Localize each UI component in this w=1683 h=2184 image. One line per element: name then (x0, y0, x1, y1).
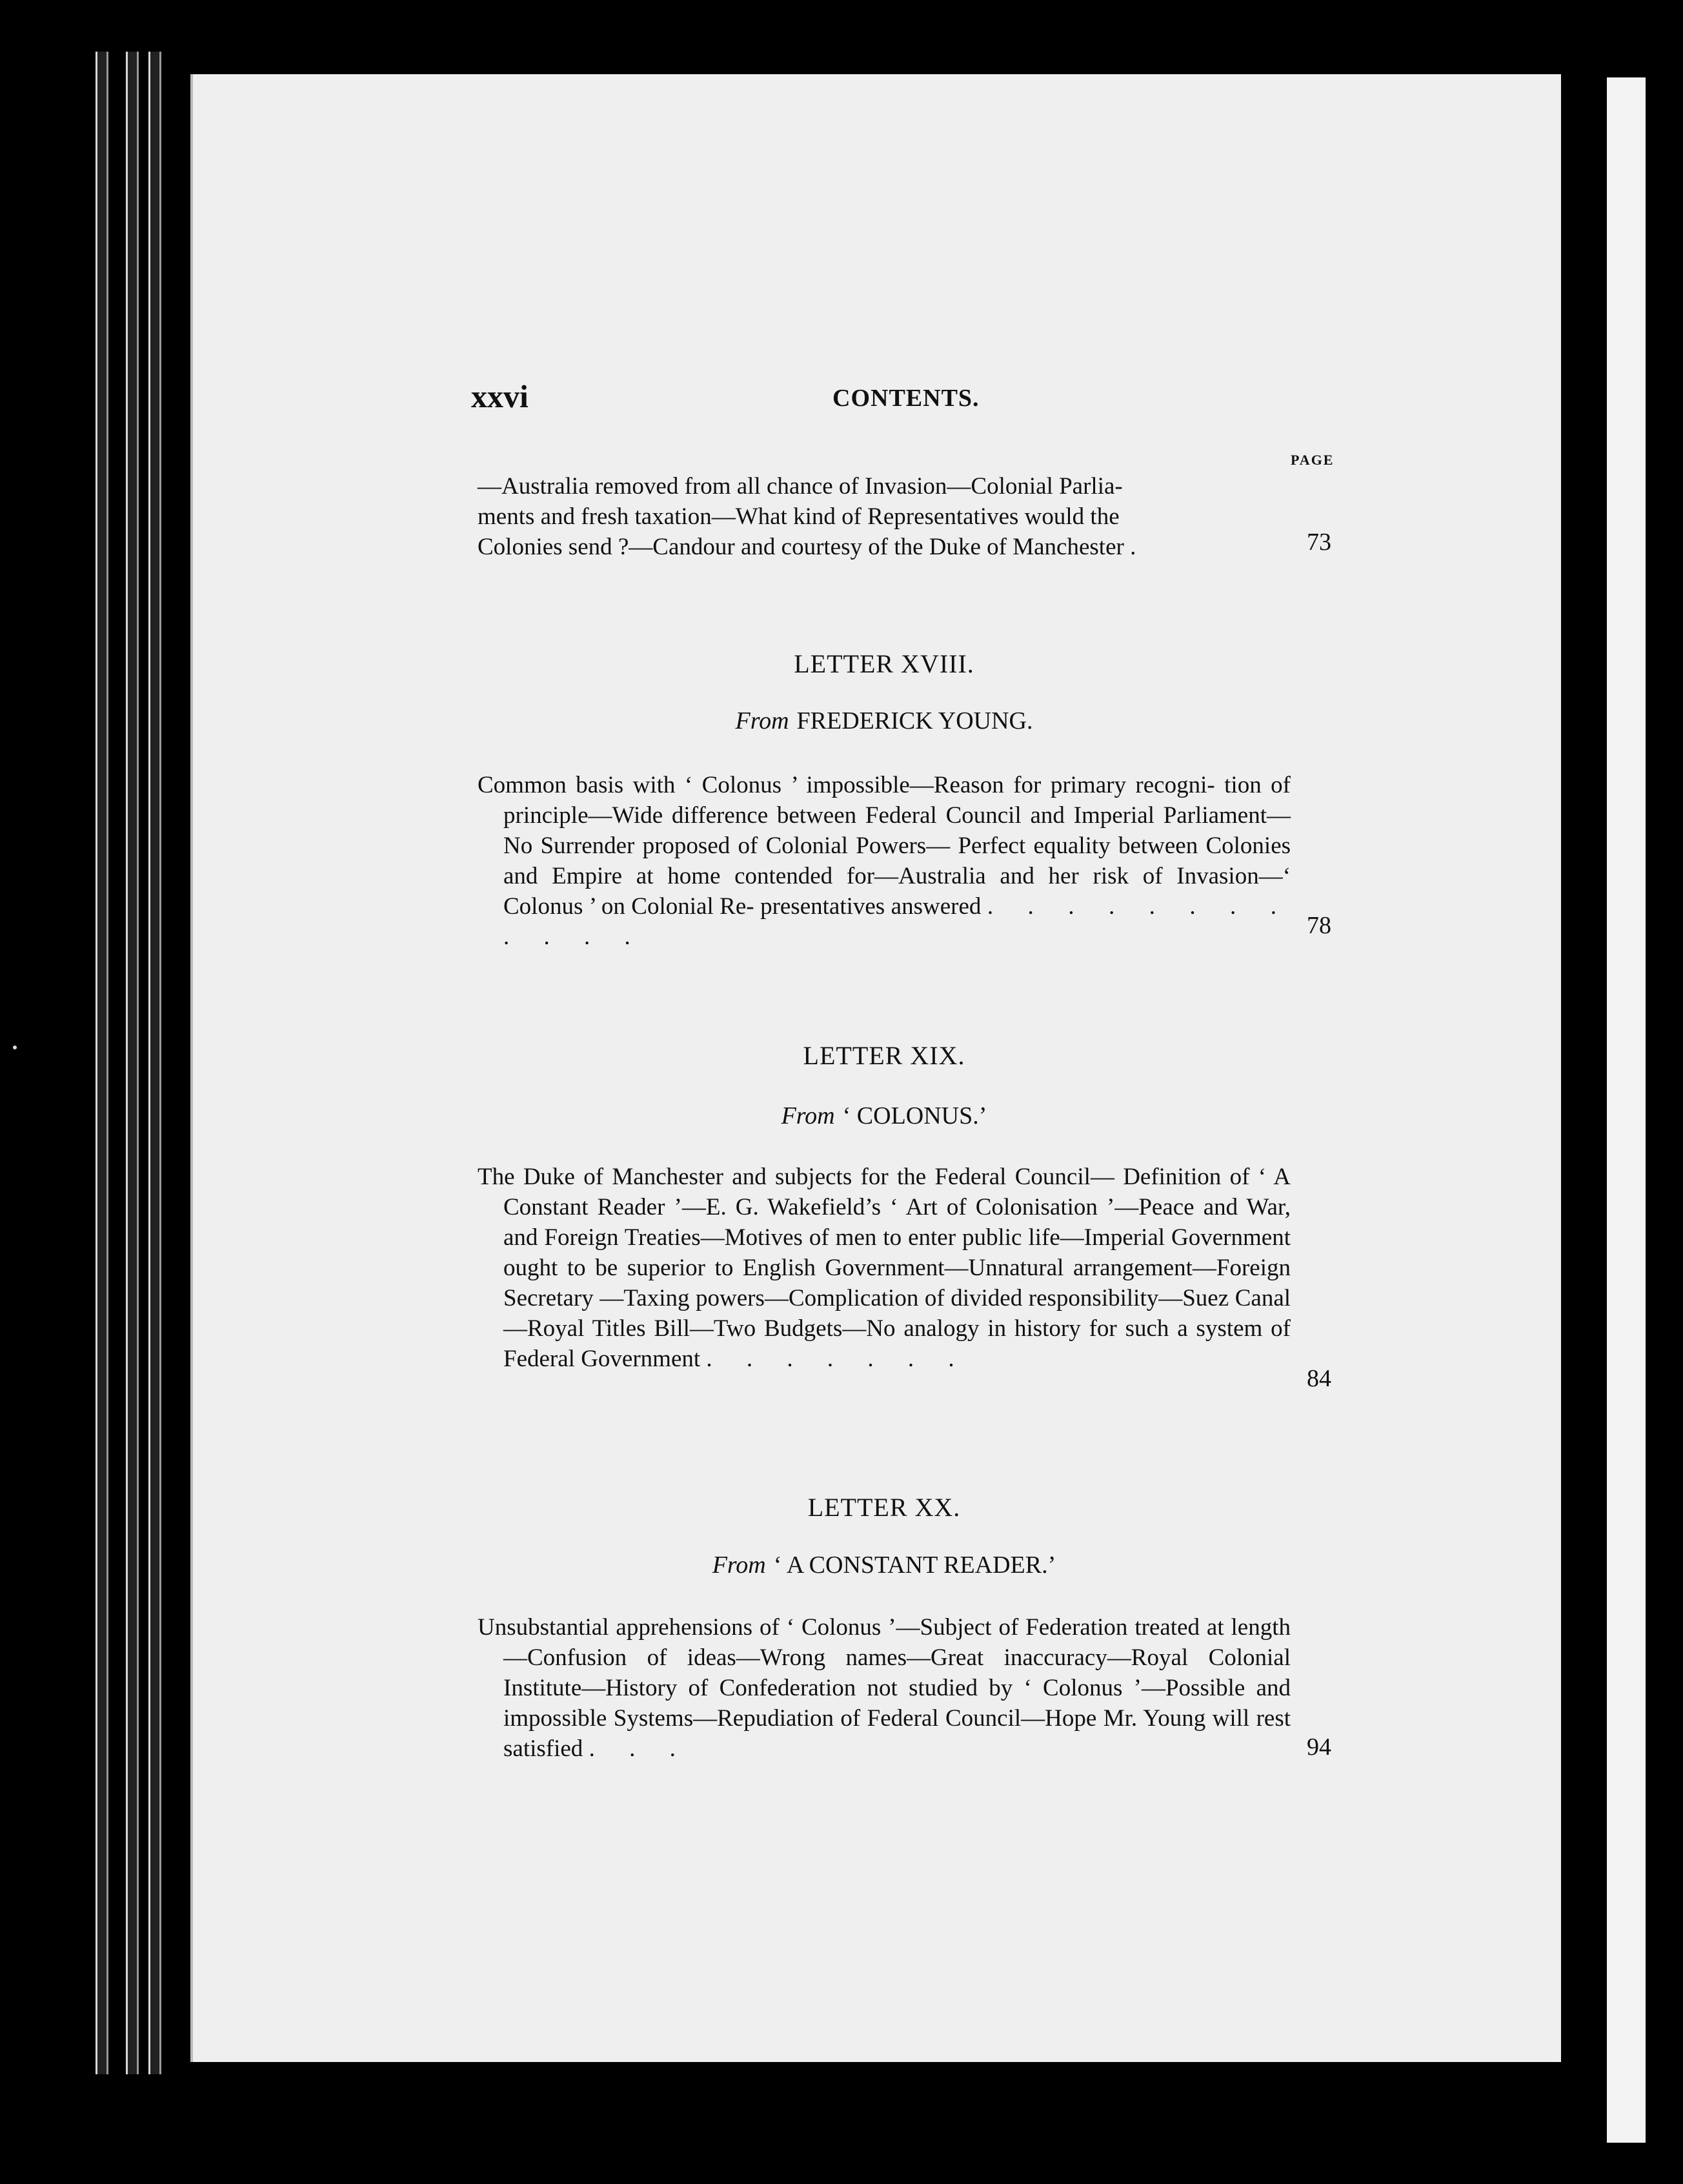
entry-text (478, 770, 1291, 952)
entry-line: tion of principle—Wide difference between Federal Council and (503, 772, 1291, 829)
toc-entry-continuation (478, 471, 1291, 562)
entry-line: Unsubstantial apprehensions of ‘ Colonus ’—Subject of Federation (478, 1614, 1128, 1641)
page-edge (148, 52, 161, 2074)
running-head: CONTENTS. (832, 385, 980, 412)
entry-line: studied by ‘ Colonus ’—Possible and impossible Systems—Repudiation (503, 1675, 1291, 1732)
entry-line: Definition of ‘ A Constant Reader ’—E. G. Wakefield’s ‘ Art of (503, 1164, 1291, 1220)
toc-entry (478, 1162, 1291, 1374)
entry-line: The Duke of Manchester and subjects for the Federal Council— (478, 1164, 1114, 1190)
letter-author (478, 707, 1291, 735)
leader-dots: . . . . . . . . . . . . (503, 893, 1291, 950)
letter-heading: LETTER XIX. (803, 1041, 965, 1070)
entry-line: Perfect equality between Colonies and Empire at home contended (503, 833, 1291, 889)
facing-page-edge (1607, 77, 1646, 2143)
entry-line: to English Government—Unnatural arrangement—Foreign Secretary (503, 1255, 1291, 1311)
from-word: From (781, 1102, 835, 1129)
page-column-label: PAGE (1291, 452, 1335, 468)
author-name: ‘ COLONUS.’ (842, 1102, 987, 1129)
entry-line: ments and fresh taxation—What kind of Representatives would the (478, 503, 1120, 530)
entry-line: such a system of Federal Government (503, 1315, 1291, 1372)
entry-line: —Taxing powers—Complication of divided responsibility—Suez (600, 1285, 1229, 1311)
toc-entry (478, 770, 1291, 952)
letter-author (478, 1102, 1291, 1130)
leader-dots: . . . . . . . (706, 1346, 969, 1372)
entry-line: of Federal Council—Hope Mr. Young will rest satisfied (503, 1705, 1291, 1762)
scan-speck (13, 1046, 17, 1049)
leader-dots: . . . (589, 1735, 690, 1762)
page-number: 94 (1307, 1734, 1331, 1761)
entry-line: men to enter public life—Imperial Government ought to be superior (503, 1224, 1291, 1281)
page-number: 73 (1307, 529, 1331, 556)
page-number: 84 (1307, 1365, 1331, 1392)
entry-line: Colonisation ’—Peace and War, and Foreign Treaties—Motives of (503, 1194, 1291, 1251)
entry-line: for—Australia and her risk of Invasion—‘ Colonus ’ on Colonial Re- (503, 863, 1291, 920)
entry-line: Common basis with ‘ Colonus ’ impossible—Reason for primary recogni- (478, 772, 1215, 798)
page-edge (126, 52, 139, 2074)
entry-line: —Australia removed from all chance of Invasion—Colonial Parlia- (478, 473, 1123, 500)
entry-text (478, 1162, 1291, 1374)
toc-entry (478, 1612, 1291, 1764)
letter-heading: LETTER XVIII. (794, 649, 974, 678)
folio-number: xxvi (471, 378, 529, 414)
letter-heading: LETTER XX. (807, 1493, 961, 1522)
entry-line: Canal—Royal Titles Bill—Two Budgets—No analogy in history for (503, 1285, 1291, 1342)
from-word: From (712, 1552, 766, 1579)
author-name: ‘ A CONSTANT READER.’ (773, 1552, 1056, 1579)
letter-author (478, 1551, 1291, 1579)
page-number: 78 (1307, 912, 1331, 939)
entry-line: Imperial Parliament—No Surrender proposed of Colonial Powers— (503, 802, 1291, 859)
from-word: From (735, 707, 789, 734)
entry-line: treated at length—Confusion of ideas—Wrong names—Great (503, 1614, 1291, 1671)
entry-text (478, 1612, 1291, 1764)
entry-line: inaccuracy—Royal Colonial Institute—History of Confederation not (503, 1644, 1291, 1701)
page-edge (96, 52, 108, 2074)
author-name: FREDERICK YOUNG. (796, 707, 1033, 734)
entry-line: presentatives answered (760, 893, 982, 920)
entry-line: Colonies send ?—Candour and courtesy of the Duke of Manchester . (478, 534, 1136, 560)
